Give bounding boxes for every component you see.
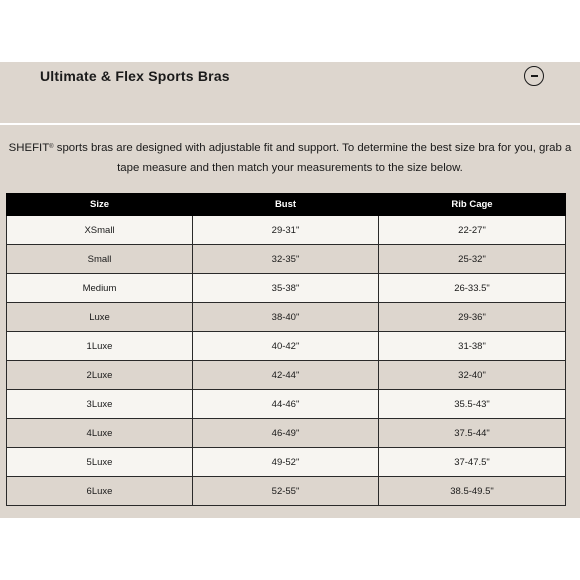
size-cell: 6Luxe — [7, 477, 193, 506]
size-cell: Luxe — [7, 303, 193, 332]
column-header-rib-cage: Rib Cage — [379, 194, 566, 216]
table-row — [7, 274, 566, 303]
rib-cage-cell: 29-36" — [379, 303, 566, 332]
bust-cell: 32-35" — [193, 245, 379, 274]
accordion-header[interactable] — [0, 62, 580, 122]
size-cell: 4Luxe — [7, 419, 193, 448]
size-cell: 2Luxe — [7, 361, 193, 390]
table-row — [7, 216, 566, 245]
bust-cell: 38-40" — [193, 303, 379, 332]
table-row — [7, 361, 566, 390]
rib-cage-cell: 37-47.5" — [379, 448, 566, 477]
table-row — [7, 332, 566, 361]
intro-line-1-rest: sports bras are designed with adjustable fit and support. To determine the best size bra for you, grab a — [53, 142, 572, 154]
column-header-bust: Bust — [193, 194, 379, 216]
bust-cell: 44-46" — [193, 390, 379, 419]
table-row — [7, 303, 566, 332]
bust-cell: 29-31" — [193, 216, 379, 245]
bust-cell: 35-38" — [193, 274, 379, 303]
rib-cage-cell: 31-38" — [379, 332, 566, 361]
table-row — [7, 419, 566, 448]
intro-text — [0, 138, 580, 178]
minus-circle-icon[interactable] — [524, 66, 544, 86]
accordion-title: Ultimate & Flex Sports Bras — [40, 68, 230, 84]
column-header-size: Size — [7, 194, 193, 216]
bust-cell: 52-55" — [193, 477, 379, 506]
table-row — [7, 448, 566, 477]
size-cell: 1Luxe — [7, 332, 193, 361]
table-row — [7, 245, 566, 274]
size-cell: 5Luxe — [7, 448, 193, 477]
rib-cage-cell: 38.5-49.5" — [379, 477, 566, 506]
intro-line-1 — [0, 138, 580, 158]
bust-cell: 46-49" — [193, 419, 379, 448]
bust-cell: 49-52" — [193, 448, 379, 477]
size-cell: Small — [7, 245, 193, 274]
table-row — [7, 477, 566, 506]
divider — [0, 123, 580, 125]
rib-cage-cell: 37.5-44" — [379, 419, 566, 448]
brand-name: SHEFIT — [8, 142, 50, 154]
rib-cage-cell: 32-40" — [379, 361, 566, 390]
size-chart-table — [6, 193, 566, 506]
minus-icon — [531, 75, 538, 77]
size-guide-panel — [0, 62, 580, 518]
rib-cage-cell: 22-27" — [379, 216, 566, 245]
registered-mark: ® — [49, 144, 54, 150]
table-header-row — [7, 194, 566, 216]
bust-cell: 42-44" — [193, 361, 379, 390]
table-row — [7, 390, 566, 419]
size-cell: Medium — [7, 274, 193, 303]
rib-cage-cell: 26-33.5" — [379, 274, 566, 303]
rib-cage-cell: 25-32" — [379, 245, 566, 274]
intro-line-2: tape measure and then match your measurements to the size below. — [117, 162, 463, 174]
rib-cage-cell: 35.5-43" — [379, 390, 566, 419]
size-cell: 3Luxe — [7, 390, 193, 419]
bust-cell: 40-42" — [193, 332, 379, 361]
size-cell: XSmall — [7, 216, 193, 245]
